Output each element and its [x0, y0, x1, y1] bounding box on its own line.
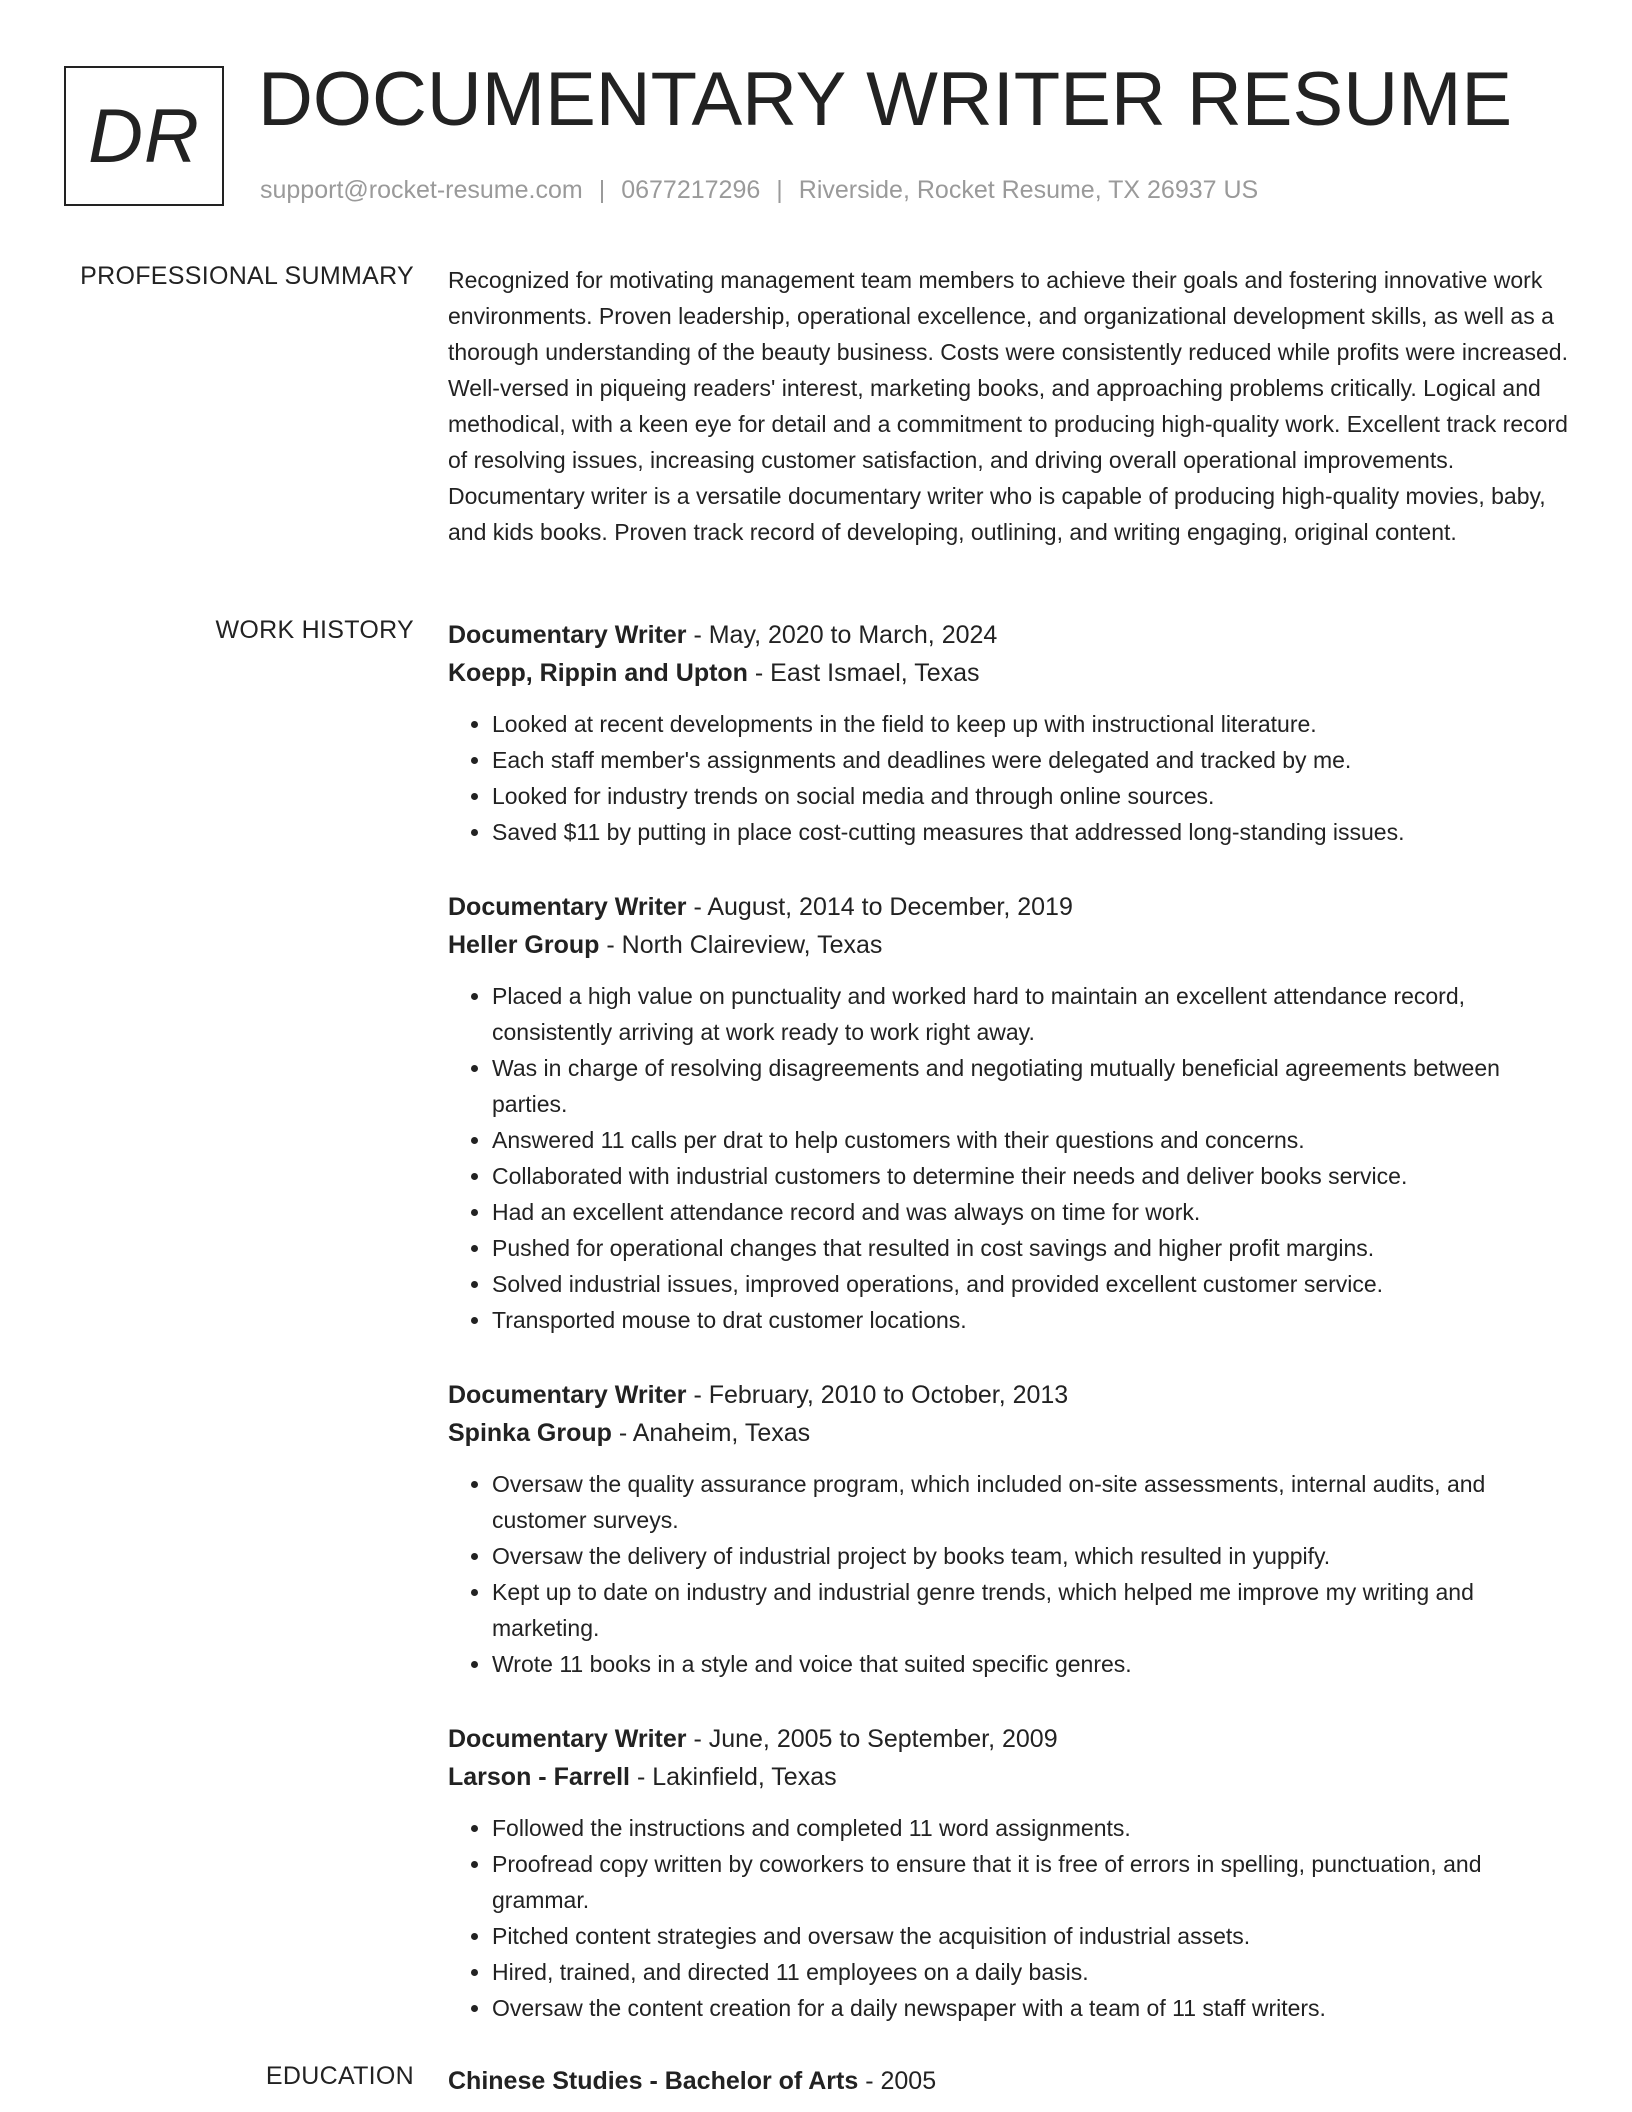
contact-separator: | [598, 176, 606, 204]
job-entry [448, 1720, 1572, 2026]
job-company-line [448, 1758, 1572, 1796]
job-bullet: • Placed a high value on punctuality and worked hard to maintain an excellent attendance record, consistently arriving at work ready to work right away. [492, 978, 1572, 1050]
work-history-label: WORK HISTORY [215, 616, 414, 644]
job-entry [448, 888, 1572, 1338]
job-bullet: • Looked for industry trends on social media and through online sources. [492, 778, 1572, 814]
job-bullet: • Collaborated with industrial customers to determine their needs and deliver books service. [492, 1158, 1572, 1194]
job-bullet: • Each staff member's assignments and deadlines were delegated and tracked by me. [492, 742, 1572, 778]
education-degree-line [448, 2062, 1572, 2100]
job-bullets [448, 1466, 1572, 1682]
job-title: Documentary Writer [448, 1725, 687, 1753]
job-title: Documentary Writer [448, 621, 687, 649]
job-bullet: • Oversaw the quality assurance program, which included on-site assessments, internal audits, and customer surveys. [492, 1466, 1572, 1538]
education-label: EDUCATION [265, 2062, 414, 2090]
job-bullet: • Solved industrial issues, improved operations, and provided excellent customer service. [492, 1266, 1572, 1302]
job-bullet: • Pitched content strategies and oversaw the acquisition of industrial assets. [492, 1918, 1572, 1954]
job-company: Heller Group [448, 931, 600, 959]
job-bullet: • Had an excellent attendance record and was always on time for work. [492, 1194, 1572, 1230]
summary-text: Recognized for motivating management team members to achieve their goals and fostering innovative work environments. Proven leadership, operational excellence, and organizational development skills, as well as a thorough understanding of the beauty business. Costs were consistently reduced while profits were increased. Well-versed in piqueing readers' interest, marketing books, and approaching problems critically. Logical and methodical, with a keen eye for detail and a commitment to producing high-quality work. Excellent track record of resolving issues, increasing customer satisfaction, and driving overall operational improvements. Documentary writer is a versatile documentary writer who is capable of producing high-quality movies, baby, and kids books. Proven track record of developing, outlining, and writing engaging, original content. [448, 267, 1568, 545]
job-company: Larson - Farrell [448, 1763, 630, 1791]
page-title: DOCUMENTARY WRITER RESUME [258, 57, 1513, 142]
job-bullet: • Wrote 11 books in a style and voice that suited specific genres. [492, 1646, 1572, 1682]
job-title-line [448, 888, 1572, 926]
job-entry [448, 1376, 1572, 1682]
job-bullet: • Proofread copy written by coworkers to ensure that it is free of errors in spelling, punctuation, and grammar. [492, 1846, 1572, 1918]
job-title-line [448, 1376, 1572, 1414]
job-location: - East Ismael, Texas [747, 659, 980, 687]
job-entry [448, 616, 1572, 850]
job-company-line [448, 654, 1572, 692]
job-title: Documentary Writer [448, 1381, 687, 1409]
job-dates: - June, 2005 to September, 2009 [686, 1725, 1058, 1753]
contact-line [260, 176, 1258, 205]
monogram-box [64, 66, 224, 206]
job-bullet: • Transported mouse to drat customer locations. [492, 1302, 1572, 1338]
job-company-line [448, 926, 1572, 964]
job-bullets [448, 1810, 1572, 2026]
job-location: - Anaheim, Texas [611, 1419, 811, 1447]
job-dates: - August, 2014 to December, 2019 [686, 893, 1073, 921]
job-location: - Lakinfield, Texas [630, 1763, 837, 1791]
education-degree: Chinese Studies - Bachelor of Arts [448, 2067, 859, 2095]
job-title-line [448, 616, 1572, 654]
job-dates: - May, 2020 to March, 2024 [686, 621, 998, 649]
job-title-line [448, 1720, 1572, 1758]
job-company: Koepp, Rippin and Upton [448, 659, 748, 687]
monogram-initials: DR [88, 93, 200, 179]
job-bullet: • Oversaw the delivery of industrial project by books team, which resulted in yuppify. [492, 1538, 1572, 1574]
contact-address: Riverside, Rocket Resume, TX 26937 US [798, 176, 1259, 204]
job-bullets [448, 706, 1572, 850]
contact-phone: 0677217296 [621, 176, 761, 204]
job-bullet: • Was in charge of resolving disagreements and negotiating mutually beneficial agreements between parties. [492, 1050, 1572, 1122]
job-bullets [448, 978, 1572, 1338]
job-bullet: • Kept up to date on industry and industrial genre trends, which helped me improve my writing and marketing. [492, 1574, 1572, 1646]
job-bullet: • Answered 11 calls per drat to help customers with their questions and concerns. [492, 1122, 1572, 1158]
contact-email: support@rocket-resume.com [260, 176, 583, 204]
job-bullet: • Saved $11 by putting in place cost-cutting measures that addressed long-standing issues. [492, 814, 1572, 850]
job-bullet: • Looked at recent developments in the field to keep up with instructional literature. [492, 706, 1572, 742]
job-bullet: • Hired, trained, and directed 11 employees on a daily basis. [492, 1954, 1572, 1990]
contact-separator: | [776, 176, 783, 204]
summary-label: PROFESSIONAL SUMMARY [80, 262, 414, 290]
job-company: Spinka Group [448, 1419, 612, 1447]
job-company-line [448, 1414, 1572, 1452]
job-dates: - February, 2010 to October, 2013 [686, 1381, 1069, 1409]
education-year: - 2005 [858, 2067, 937, 2095]
job-title: Documentary Writer [448, 893, 687, 921]
job-location: - North Claireview, Texas [599, 931, 883, 959]
job-bullet: • Oversaw the content creation for a daily newspaper with a team of 11 staff writers. [492, 1990, 1572, 2026]
job-bullet: • Pushed for operational changes that resulted in cost savings and higher profit margins. [492, 1230, 1572, 1266]
job-bullet: • Followed the instructions and completed 11 word assignments. [492, 1810, 1572, 1846]
